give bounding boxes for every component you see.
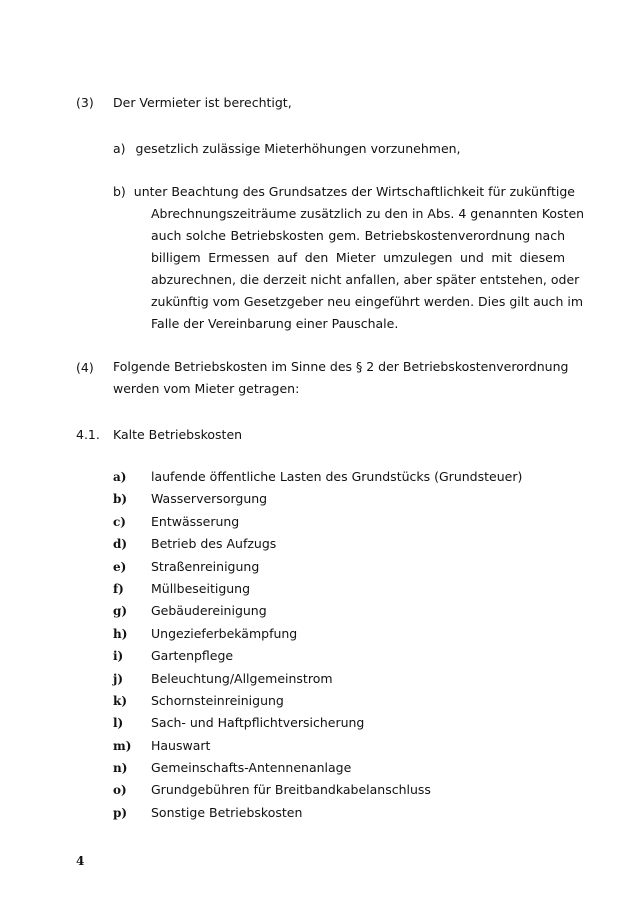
- section-3-item-b-line-1: b) unter Beachtung des Grundsatzes der Wirtschaftlichkeit für zukünftige: [113, 184, 575, 199]
- list-item: [113, 757, 522, 779]
- list-item-text: Straßenreinigung: [151, 558, 260, 574]
- list-item-letter: b): [113, 492, 128, 507]
- list-item: [113, 645, 522, 667]
- cost-list: [113, 466, 522, 824]
- list-item-letter: f): [113, 581, 124, 596]
- section-3-item-b-line-7: Falle der Vereinbarung einer Pauschale.: [151, 316, 399, 331]
- section-3-item-b-line-2: Abrechnungszeiträume zusätzlich zu den in Abs. 4 genannten Kosten: [151, 206, 585, 221]
- list-item: [113, 556, 522, 578]
- list-item: [113, 735, 522, 757]
- list-item: [113, 690, 522, 712]
- list-item-letter: j): [113, 671, 124, 686]
- list-item: [113, 600, 522, 622]
- list-item-letter: m): [113, 738, 132, 753]
- list-item-text: Gebäudereinigung: [151, 603, 267, 619]
- list-item-letter: e): [113, 559, 127, 574]
- list-item-text: Sach- und Haftpflichtversicherung: [151, 715, 365, 731]
- list-item-letter: h): [113, 626, 128, 641]
- list-item-letter: o): [113, 783, 127, 798]
- list-item-text: Ungezieferbekämpfung: [151, 625, 298, 641]
- list-item-text: Gemeinschafts-Antennenanlage: [151, 760, 352, 776]
- section-3-item-a-letter: a): [113, 141, 126, 156]
- list-item: [113, 779, 522, 801]
- list-item-text: Sonstige Betriebskosten: [151, 804, 303, 820]
- list-item-letter: g): [113, 604, 128, 619]
- list-item-letter: k): [113, 693, 127, 708]
- list-item-text: Hauswart: [151, 737, 211, 753]
- section-3-item-b-line-3: auch solche Betriebskosten gem. Betriebskostenverordnung nach: [151, 228, 565, 243]
- section-3-heading: Der Vermieter ist berechtigt,: [113, 95, 292, 110]
- section-3-item-b-line-4: billigem Ermessen auf den Mieter umzulegen und mit diesem: [151, 250, 565, 265]
- section-3-item-a-text: gesetzlich zulässige Mieterhöhungen vorzunehmen,: [135, 141, 461, 156]
- section-4-1-number: 4.1.: [76, 427, 100, 442]
- list-item: [113, 623, 522, 645]
- section-4-number: (4): [76, 360, 94, 375]
- section-3-item-b-line-6: zukünftig vom Gesetzgeber neu eingeführt werden. Dies gilt auch im: [151, 294, 584, 309]
- list-item-text: Schornsteinreinigung: [151, 692, 284, 708]
- list-item-text: Wasserversorgung: [151, 491, 268, 507]
- list-item-text: laufende öffentliche Lasten des Grundstücks (Grundsteuer): [151, 469, 523, 484]
- list-item-letter: a): [113, 470, 127, 484]
- list-item: [113, 668, 522, 690]
- list-item: [113, 511, 522, 533]
- section-4-1-heading: Kalte Betriebskosten: [113, 427, 243, 442]
- list-item: [113, 578, 522, 600]
- list-item-text: Beleuchtung/Allgemeinstrom: [151, 670, 333, 686]
- list-item: [113, 488, 522, 510]
- section-3-item-b-letter: b): [113, 184, 126, 199]
- list-item-text: Entwässerung: [151, 513, 240, 529]
- section-3-item-a: [113, 141, 461, 156]
- list-item: [113, 466, 522, 488]
- page-number: 4: [76, 854, 85, 868]
- list-item-letter: c): [113, 514, 126, 529]
- list-item-letter: d): [113, 537, 128, 552]
- section-4-line-1: Folgende Betriebskosten im Sinne des § 2 der Betriebskostenverordnung: [113, 359, 569, 374]
- list-item-text: Betrieb des Aufzugs: [151, 536, 277, 552]
- list-item-text: Müllbeseitigung: [151, 580, 251, 596]
- list-item: [113, 712, 522, 734]
- list-item-text: Gartenpflege: [151, 648, 234, 664]
- section-3-item-b-line-5: abzurechnen, die derzeit nicht anfallen, aber später entstehen, oder: [151, 272, 580, 287]
- section-3-item-b: [113, 181, 585, 335]
- list-item-letter: p): [113, 805, 128, 820]
- section-4-line-2: werden vom Mieter getragen:: [113, 381, 300, 396]
- section-4-text: [113, 356, 569, 400]
- list-item-letter: n): [113, 761, 128, 776]
- list-item-letter: l): [113, 716, 124, 731]
- list-item-letter: i): [113, 649, 124, 664]
- list-item: [113, 533, 522, 555]
- list-item-text: Grundgebühren für Breitbandkabelanschluss: [151, 782, 431, 798]
- section-3-number: (3): [76, 95, 94, 110]
- list-item: [113, 802, 522, 824]
